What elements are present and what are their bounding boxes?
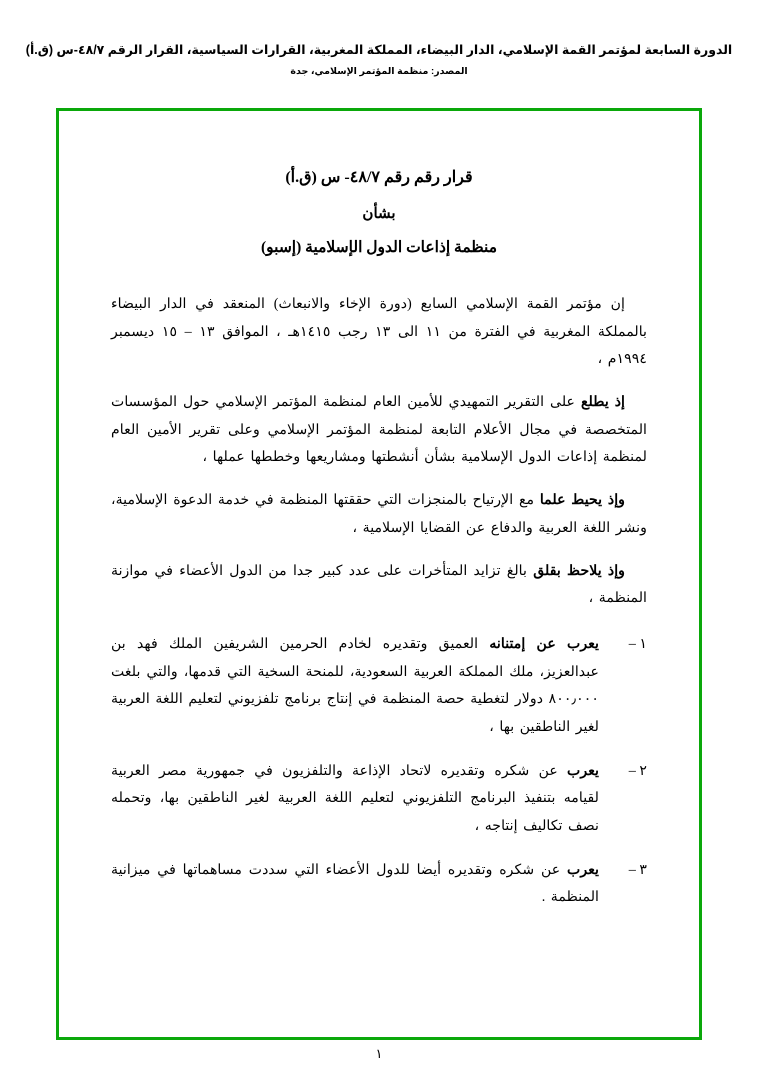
green-border-frame bbox=[56, 108, 702, 1040]
item-body bbox=[111, 857, 599, 912]
item-text: عن شكره وتقديره أيضا للدول الأعضاء التي سددت مساهماتها في ميزانية المنظمة . bbox=[111, 861, 599, 906]
paragraph-lead: إذ يطلع bbox=[580, 394, 626, 411]
list-item bbox=[111, 631, 647, 742]
paragraph-clause-1 bbox=[111, 389, 647, 472]
item-text: العميق وتقديره لخادم الحرمين الشريفين الملك فهد بن عبدالعزيز، ملك المملكة العربية السعودية، للمنحة السخية التي قدمها، والتي بلغت ٨٠٠٫٠٠٠ دولار لتغطية حصة المنظمة في إنتاج برنامج تلفزيوني لتعليم اللغة العربية لغير الناطقين بها ، bbox=[111, 635, 599, 735]
paragraph-preamble bbox=[111, 291, 647, 374]
resolution-title-block bbox=[111, 167, 647, 257]
resolution-subject: منظمة إذاعات الدول الإسلامية (إسبو) bbox=[260, 239, 498, 256]
item-text: عن شكره وتقديره لاتحاد الإذاعة والتلفزيون في جمهورية مصر العربية لقيامه بتنفيذ البرنامج التلفزيوني لتعليم اللغة العربية لغير الناطقين بها، وتحمله نصف تكاليف إنتاجه ، bbox=[111, 762, 599, 834]
document-header bbox=[0, 0, 758, 77]
page-number: ١ bbox=[375, 1046, 383, 1061]
paragraph-text: على التقرير التمهيدي للأمين العام لمنظمة المؤتمر الإسلامي حول المؤسسات المتخصصة في مجال الأعلام التابعة لمنظمة المؤتمر الإسلامي وعلى تقرير الأمين العام لمنظمة إذاعات الدول الإسلامية بشأن أنشطتها ومشاريعها وخططها عملها ، bbox=[111, 394, 647, 466]
document-body bbox=[59, 111, 699, 948]
paragraph-text: بالغ تزايد المتأخرات على عدد كبير جدا من الدول الأعضاء في موازنة المنظمة ، bbox=[111, 562, 647, 607]
item-lead: يعرب bbox=[567, 861, 599, 878]
paragraph-clause-3 bbox=[111, 558, 647, 613]
list-item bbox=[111, 758, 647, 841]
resolution-subject-word: بشأن bbox=[362, 206, 396, 222]
item-lead: يعرب عن إمتنانه bbox=[489, 635, 599, 652]
resolution-items-list bbox=[111, 631, 647, 912]
paragraph-clause-2 bbox=[111, 487, 647, 542]
item-body bbox=[111, 631, 599, 742]
header-source: المصدر: منظمة المؤتمر الإسلامي، جدة bbox=[290, 66, 468, 77]
item-number: ٣ – bbox=[628, 861, 647, 878]
item-number: ١ – bbox=[628, 635, 647, 652]
item-body bbox=[111, 758, 599, 841]
paragraph-text: مع الإرتياح بالمنجزات التي حققتها المنظمة في خدمة الدعوة الإسلامية، ونشر اللغة العربية والدفاع عن القضايا الإسلامية ، bbox=[111, 492, 647, 536]
item-lead: يعرب bbox=[567, 762, 600, 779]
resolution-number: قرار رقم رقم ٤٨/٧- س (ق.أ) bbox=[285, 169, 473, 186]
item-number: ٢ – bbox=[628, 762, 647, 779]
header-title: الدورة السابعة لمؤتمر القمة الإسلامي، الدار البيضاء، المملكة المغربية، القرارات السياسية، القرار الرقم ٤٨/٧-س (ق.أ) bbox=[25, 43, 733, 57]
paragraph-lead: وإذ يحيط علما bbox=[539, 492, 625, 509]
paragraph-lead: وإذ يلاحظ بقلق bbox=[533, 562, 626, 579]
list-item bbox=[111, 857, 647, 912]
paragraph-text: إن مؤتمر القمة الإسلامي السابع (دورة الإخاء والانبعاث) المنعقد في الدار البيضاء بالمملكة المغربية في الفترة من ١١ الى ١٣ رجب ١٤١٥هـ ، الموافق ١٣ – ١٥ ديسمبر ١٩٩٤م ، bbox=[111, 296, 647, 368]
